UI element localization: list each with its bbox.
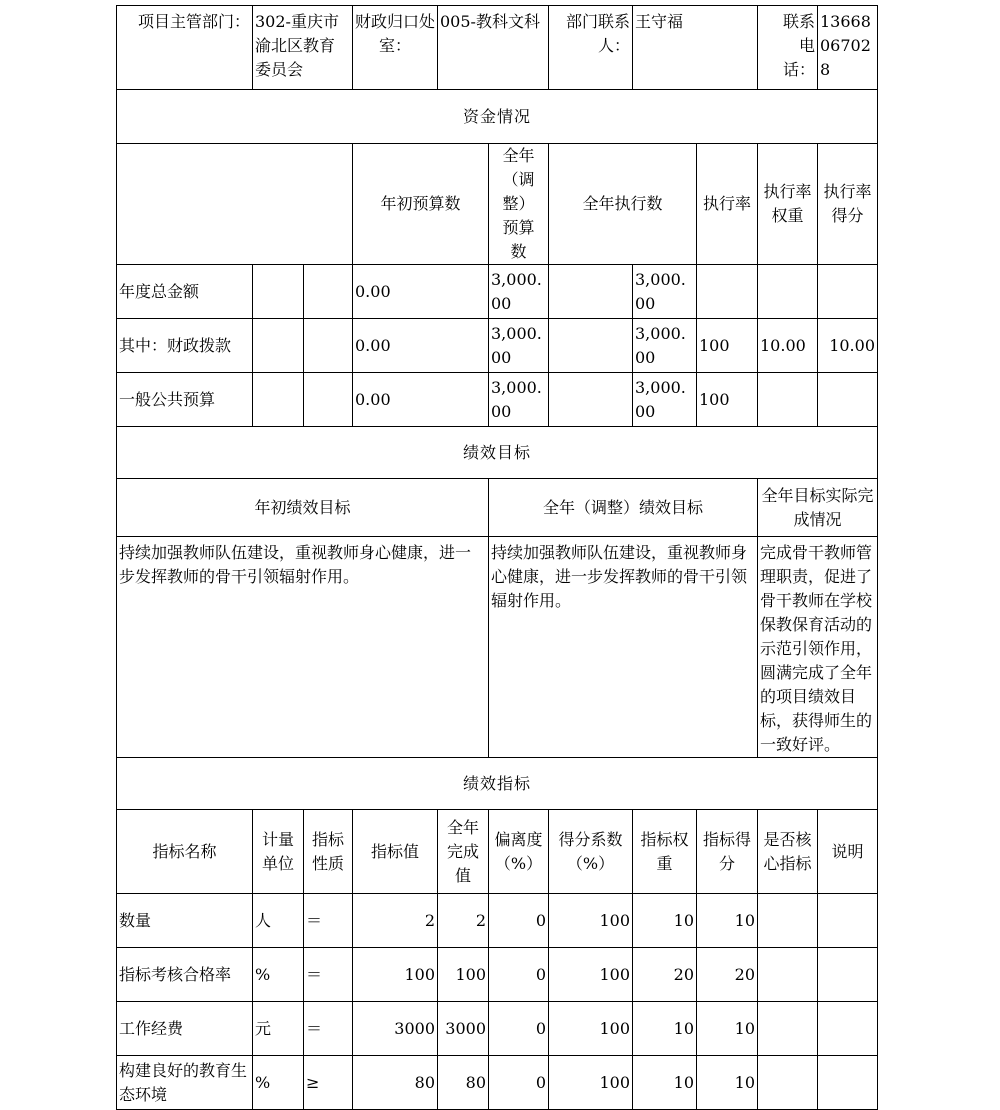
empty-cell: [549, 373, 633, 427]
ind-col-actual: 全年完成值: [438, 810, 489, 894]
ind-col-deviation: 偏离度（%）: [489, 810, 549, 894]
ind-row-coef: 100: [549, 1002, 633, 1056]
ind-col-value: 指标值: [353, 810, 438, 894]
funds-row-weight: [758, 265, 818, 319]
ind-col-weight: 指标权重: [633, 810, 697, 894]
indicator-row: [117, 1002, 878, 1056]
empty-cell: [253, 319, 304, 373]
ind-row-note: [818, 948, 878, 1002]
ind-row-nature: ＝: [304, 894, 353, 948]
funds-row-score: [818, 265, 878, 319]
ind-row-coef: 100: [549, 894, 633, 948]
ind-row-name: 构建良好的教育生态环境: [117, 1056, 253, 1110]
empty-cell: [304, 319, 353, 373]
goals-section-title: 绩效目标: [117, 427, 878, 479]
empty-cell: [549, 319, 633, 373]
ind-col-nature: 指标性质: [304, 810, 353, 894]
goals-section-row: [117, 427, 878, 479]
ind-col-score: 指标得分: [697, 810, 758, 894]
funds-row: [117, 265, 878, 319]
office-label: 财政归口处室：: [353, 6, 438, 90]
ind-row-name: 数量: [117, 894, 253, 948]
ind-row-core: [758, 894, 818, 948]
funds-header-row: [117, 144, 878, 265]
ind-col-unit: 计量单位: [253, 810, 304, 894]
funds-row-executed: 3,000.00: [633, 319, 697, 373]
ind-col-name: 指标名称: [117, 810, 253, 894]
ind-row-value: 2: [353, 894, 438, 948]
ind-row-value: 100: [353, 948, 438, 1002]
funds-row-score: [818, 373, 878, 427]
ind-row-note: [818, 1056, 878, 1110]
ind-row-nature: ＝: [304, 1002, 353, 1056]
goals-col-adjusted: 全年（调整）绩效目标: [489, 479, 758, 537]
ind-row-core: [758, 1056, 818, 1110]
goals-content-row: [117, 537, 878, 758]
funds-col-adjusted: 全年（调整）预算数: [489, 144, 549, 265]
ind-row-unit: %: [253, 1056, 304, 1110]
empty-cell: [549, 265, 633, 319]
funds-section-title: 资金情况: [117, 90, 878, 144]
header-row: [117, 6, 878, 90]
funds-row-initial: 0.00: [353, 265, 489, 319]
funds-col-initial: 年初预算数: [353, 144, 489, 265]
funds-row-rate: [697, 265, 758, 319]
ind-row-unit: %: [253, 948, 304, 1002]
funds-row-rate: 100: [697, 373, 758, 427]
empty-cell: [304, 373, 353, 427]
goals-col-actual: 全年目标实际完成情况: [758, 479, 878, 537]
ind-row-core: [758, 1002, 818, 1056]
ind-row-weight: 10: [633, 1056, 697, 1110]
ind-row-unit: 元: [253, 1002, 304, 1056]
ind-row-name: 工作经费: [117, 1002, 253, 1056]
empty-cell: [253, 373, 304, 427]
funds-col-rate: 执行率: [697, 144, 758, 265]
dept-label: 项目主管部门：: [117, 6, 253, 90]
ind-row-score: 20: [697, 948, 758, 1002]
funds-row-adjusted: 3,000.00: [489, 319, 549, 373]
ind-row-actual: 100: [438, 948, 489, 1002]
ind-row-value: 3000: [353, 1002, 438, 1056]
funds-col-weight: 执行率权重: [758, 144, 818, 265]
ind-row-actual: 3000: [438, 1002, 489, 1056]
goals-actual-text: 完成骨干教师管理职责，促进了骨干教师在学校保教保育活动的示范引领作用，圆满完成了全年的项目绩效目标，获得师生的一致好评。: [758, 537, 878, 758]
indicator-row: [117, 1056, 878, 1110]
funds-row: [117, 373, 878, 427]
ind-row-score: 10: [697, 894, 758, 948]
funds-row-executed: 3,000.00: [633, 265, 697, 319]
ind-row-actual: 2: [438, 894, 489, 948]
performance-table: [116, 5, 878, 1110]
indicators-header-row: [117, 810, 878, 894]
funds-row-adjusted: 3,000.00: [489, 373, 549, 427]
funds-row-adjusted: 3,000.00: [489, 265, 549, 319]
ind-row-value: 80: [353, 1056, 438, 1110]
goals-initial-text: 持续加强教师队伍建设，重视教师身心健康，进一步发挥教师的骨干引领辐射作用。: [117, 537, 489, 758]
funds-col-score: 执行率得分: [818, 144, 878, 265]
contact-value: 王守福: [633, 6, 758, 90]
indicator-row: [117, 894, 878, 948]
funds-row-weight: 10.00: [758, 319, 818, 373]
ind-row-nature: ≥: [304, 1056, 353, 1110]
ind-col-core: 是否核心指标: [758, 810, 818, 894]
ind-row-deviation: 0: [489, 894, 549, 948]
ind-row-score: 10: [697, 1056, 758, 1110]
funds-section-row: [117, 90, 878, 144]
ind-col-coef: 得分系数（%）: [549, 810, 633, 894]
funds-row-executed: 3,000.00: [633, 373, 697, 427]
funds-row-name: 年度总金额: [117, 265, 253, 319]
ind-row-score: 10: [697, 1002, 758, 1056]
funds-row-name: 其中：财政拨款: [117, 319, 253, 373]
ind-row-nature: ＝: [304, 948, 353, 1002]
goals-col-initial: 年初绩效目标: [117, 479, 489, 537]
ind-row-coef: 100: [549, 1056, 633, 1110]
funds-row-score: 10.00: [818, 319, 878, 373]
phone-value: 13668067028: [818, 6, 878, 90]
ind-row-deviation: 0: [489, 1056, 549, 1110]
ind-row-unit: 人: [253, 894, 304, 948]
ind-row-coef: 100: [549, 948, 633, 1002]
ind-row-note: [818, 894, 878, 948]
indicator-row: [117, 948, 878, 1002]
ind-row-core: [758, 948, 818, 1002]
goals-header-row: [117, 479, 878, 537]
goals-adjusted-text: 持续加强教师队伍建设，重视教师身心健康，进一步发挥教师的骨干引领辐射作用。: [489, 537, 758, 758]
funds-row: [117, 319, 878, 373]
ind-row-actual: 80: [438, 1056, 489, 1110]
empty-cell: [253, 265, 304, 319]
ind-row-deviation: 0: [489, 948, 549, 1002]
funds-row-weight: [758, 373, 818, 427]
ind-row-weight: 20: [633, 948, 697, 1002]
indicators-section-row: [117, 758, 878, 810]
ind-row-weight: 10: [633, 894, 697, 948]
ind-row-note: [818, 1002, 878, 1056]
funds-row-name: 一般公共预算: [117, 373, 253, 427]
funds-col-executed: 全年执行数: [549, 144, 697, 265]
office-value: 005-教科文科: [438, 6, 549, 90]
empty-cell: [304, 265, 353, 319]
ind-row-weight: 10: [633, 1002, 697, 1056]
ind-row-name: 指标考核合格率: [117, 948, 253, 1002]
dept-value: 302-重庆市渝北区教育委员会: [253, 6, 353, 90]
phone-label: 联系 电 话：: [758, 6, 818, 90]
ind-row-deviation: 0: [489, 1002, 549, 1056]
indicators-section-title: 绩效指标: [117, 758, 878, 810]
funds-row-rate: 100: [697, 319, 758, 373]
funds-row-initial: 0.00: [353, 373, 489, 427]
contact-label: 部门联系人：: [549, 6, 633, 90]
empty-cell: [117, 144, 353, 265]
ind-col-note: 说明: [818, 810, 878, 894]
funds-row-initial: 0.00: [353, 319, 489, 373]
